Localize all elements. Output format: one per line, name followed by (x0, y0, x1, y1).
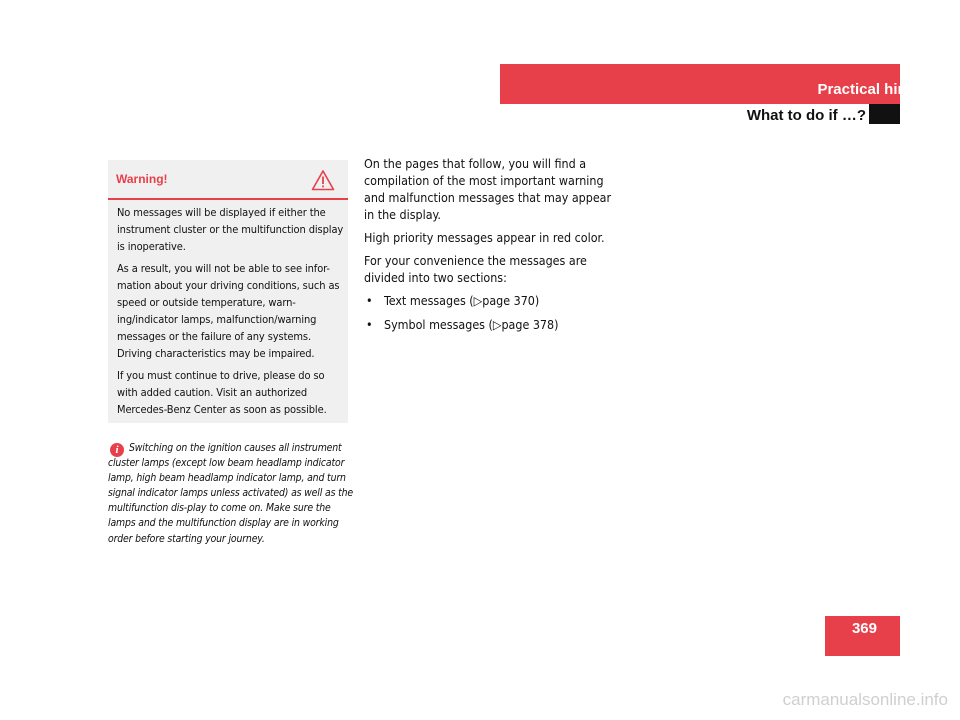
page-ref-arrow-icon: ▷ (492, 317, 502, 332)
main-content (364, 155, 614, 340)
warning-paragraph: As a result, you will not be able to see infor-mation about your driving conditions, such as speed or outside temperature, warn-ing/indicator lamps, malfunction/warning messages or the failure of any systems. Driving characteristics may be impaired. (117, 262, 340, 360)
list-item (364, 316, 614, 333)
warning-header (108, 160, 348, 200)
bullet-list (364, 292, 614, 333)
page-number: 369 (851, 620, 877, 637)
main-paragraph: For your convenience the messages are divided into two sections: (364, 253, 587, 285)
bullet-icon: • (366, 293, 373, 308)
page-ref-link[interactable]: page 370) (482, 293, 540, 308)
bullet-text: Symbol messages ( (384, 317, 493, 332)
warning-title: Warning! (116, 172, 168, 186)
header-tab-marker (869, 104, 900, 124)
bullet-icon: • (366, 317, 373, 332)
main-paragraph: On the pages that follow, you will find a compilation of the most important warning and malfunction messages that may appear in the display. (364, 156, 612, 222)
info-text: Switching on the ignition causes all instrument cluster lamps (except low beam headlamp indicator lamp, high beam headlamp indicator lamp, and turn signal indicator lamps unless activated) as well as the multifunction dis-play to come on. Make sure the lamps and the multifunction display are in working order before starting your journey. (108, 442, 354, 545)
info-note (108, 441, 353, 547)
warning-paragraph: No messages will be displayed if either the instrument cluster or the multifunction display is inoperative. (117, 206, 344, 253)
warning-body (117, 204, 347, 423)
subsection-title: What to do if …? (746, 107, 866, 124)
list-item (364, 292, 614, 309)
section-title: Practical hints (817, 81, 920, 98)
warning-box (108, 160, 348, 423)
page-ref-arrow-icon: ▷ (473, 293, 483, 308)
bullet-text: Text messages ( (384, 293, 474, 308)
warning-triangle-icon (311, 169, 335, 191)
main-paragraph: High priority messages appear in red color. (364, 230, 605, 245)
warning-paragraph: If you must continue to drive, please do so with added caution. Visit an authorized Mercedes-Benz Center as soon as possible. (117, 369, 327, 416)
info-icon: i (110, 443, 124, 457)
footer-watermark: carmanualsonline.info (782, 690, 948, 709)
page-ref-link[interactable]: page 378) (501, 317, 559, 332)
